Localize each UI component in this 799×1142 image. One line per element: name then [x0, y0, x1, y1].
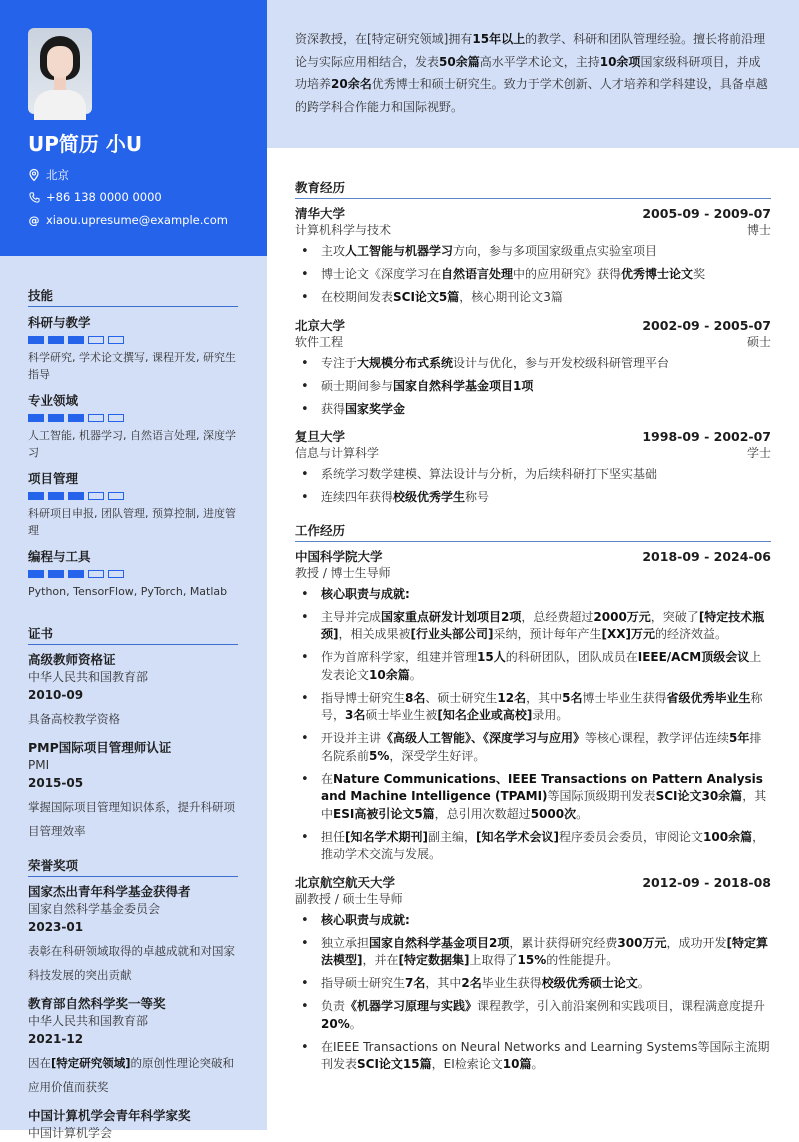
text-segment: 优秀博士和硕士研究生。致力于学术创新、人才培养和学科建设，具备卓越的跨学科合作能力和国际视野。	[295, 77, 768, 114]
emphasis-text: 自然语言处理	[441, 267, 514, 281]
list-item	[295, 829, 771, 864]
emphasis-text: 核心职责与成就:	[321, 586, 410, 601]
emphasis-text: [XX]万元	[601, 627, 655, 641]
sidebar	[0, 0, 267, 1140]
education-section	[295, 178, 771, 507]
emphasis-text: [特定研究领域]	[51, 1056, 131, 1070]
text-segment: 系统学习数学建模、算法设计与分析，为后续科研打下坚实基础	[321, 467, 658, 481]
text-segment: 资深教授，在[特定研究领域]拥有	[295, 32, 473, 46]
list-item	[295, 489, 771, 507]
level-block-filled	[68, 570, 84, 578]
email-link[interactable]: xiaou.upresume@example.com	[46, 213, 228, 227]
highlights-list	[295, 355, 771, 419]
text-segment: ，总引用次数超过	[434, 806, 531, 821]
degree: 学士	[746, 446, 771, 460]
text-segment: ，推动学术交流与发展。	[321, 829, 765, 861]
emphasis-text: 国家重点研发计划项目2项	[381, 609, 522, 624]
highlights-list	[295, 243, 771, 307]
text-segment: 在	[321, 771, 334, 786]
work-section	[295, 521, 771, 1074]
text-segment: 的原创性理论突破和应用价值而获奖	[28, 1056, 235, 1094]
emphasis-text: 2名	[461, 976, 482, 990]
text-segment: 在	[321, 1039, 334, 1054]
honors-title: 荣誉奖项	[28, 856, 238, 877]
skill-item	[28, 391, 238, 461]
emphasis-text: 《机器学习原理与实践》	[345, 999, 478, 1013]
text-segment: 课程教学，引入前沿案例和实践项目，课程满意度提升	[477, 999, 766, 1013]
level-block-empty	[108, 414, 124, 422]
text-segment: 因在	[28, 1056, 51, 1070]
emphasis-text: 8名	[405, 690, 426, 705]
major: 软件工程	[295, 334, 344, 349]
profile-summary	[267, 0, 799, 148]
school-name: 复旦大学	[295, 429, 346, 444]
emphasis-text: 15%	[517, 953, 547, 967]
list-item	[295, 466, 771, 484]
achievements-list	[295, 586, 771, 864]
level-block-filled	[48, 492, 64, 500]
text-segment: ，成功开发	[666, 935, 727, 950]
skill-name: 编程与工具	[28, 549, 91, 564]
level-block-filled	[68, 414, 84, 422]
text-segment: 等核心课程，教学评估连续	[585, 731, 730, 745]
emphasis-text: 5000次	[530, 806, 577, 821]
skill-keywords: 人工智能, 机器学习, 自然语言处理, 深度学习	[28, 429, 236, 459]
main-content	[295, 178, 771, 1084]
text-segment: 称号	[465, 490, 490, 504]
text-segment: 的经济效益。	[655, 627, 728, 641]
organization-name: 中国科学院大学	[295, 548, 383, 564]
item-description: 掌握国际项目管理知识体系，提升科研项目管理效率	[28, 800, 235, 838]
level-block-empty	[108, 492, 124, 500]
item-title: 中国计算机学会青年科学家奖	[28, 1108, 191, 1123]
skills-section	[28, 286, 238, 608]
list-item	[295, 649, 771, 684]
text-segment: 等国际主流期刊发表	[321, 1039, 770, 1071]
text-segment: 、硕士研究生	[425, 690, 498, 705]
text-segment: 上发表论文	[321, 650, 762, 682]
level-block-empty	[88, 336, 104, 344]
emphasis-text: 50余篇	[439, 54, 480, 69]
text-segment: 毕业生获得	[481, 976, 542, 990]
job-role: 教授 / 博士生导师	[295, 565, 391, 580]
honor-item	[28, 883, 238, 987]
skill-item	[28, 469, 238, 539]
emphasis-text: 3名	[345, 708, 366, 722]
item-description: 具备高校教学资格	[28, 712, 120, 726]
date-range: 2012-09 - 2018-08	[642, 874, 771, 890]
text-segment: 表彰在科研领域取得的卓越成就和对国家科技发展的突出贡献	[28, 944, 235, 982]
emphasis-text: 《高级人工智能》、《深度学习与应用》	[381, 731, 586, 745]
text-segment: 主导并完成	[321, 609, 382, 624]
text-segment: ，其中	[526, 690, 563, 705]
text-segment: 高水平学术论文，主持	[479, 54, 600, 69]
item-issuer: 国家自然科学基金委员会	[28, 902, 161, 916]
text-segment: 称号，	[321, 690, 763, 722]
level-block-empty	[88, 492, 104, 500]
list-item	[295, 935, 771, 970]
text-segment: 连续四年获得	[321, 490, 394, 504]
text-segment: 。	[531, 1057, 544, 1071]
text-segment: ，相关成果被	[338, 627, 411, 641]
skill-keywords: 科研项目申报, 团队管理, 预算控制, 进度管理	[28, 507, 236, 537]
phone-text: +86 138 0000 0000	[46, 190, 162, 204]
emphasis-text: ESI高被引论文5篇	[333, 806, 435, 821]
job-role: 副教授 / 硕士生导师	[295, 891, 403, 906]
text-segment: 开设并主讲	[321, 731, 382, 745]
text-segment: 负责	[321, 999, 346, 1013]
profile-header	[0, 0, 267, 256]
skill-level-meter	[28, 492, 238, 500]
text-segment: 等国际顶级期刊发表	[547, 789, 656, 803]
list-item	[295, 690, 771, 725]
emphasis-text: 20%	[321, 1016, 350, 1031]
text-segment: ，并在	[362, 953, 399, 967]
emphasis-text: 人工智能与机器学习	[345, 244, 454, 258]
level-block-filled	[48, 414, 64, 422]
text-segment: 的性能提升。	[546, 953, 619, 967]
level-block-filled	[28, 492, 44, 500]
skill-name: 项目管理	[28, 471, 79, 486]
avatar	[28, 28, 92, 114]
text-segment: 。	[409, 667, 422, 682]
at-sign-icon: @	[28, 213, 40, 227]
text-segment: 指导博士研究生	[321, 690, 406, 705]
text-segment: 指导硕士研究生	[321, 976, 406, 990]
school-name: 清华大学	[295, 206, 346, 221]
achievements-list	[295, 912, 771, 1074]
emphasis-text: 校级优秀硕士论文	[541, 976, 638, 990]
level-block-filled	[28, 336, 44, 344]
text-segment: ，其中	[425, 976, 462, 990]
work-entry	[295, 548, 771, 864]
text-segment: ，突破了	[650, 609, 699, 624]
work-entry	[295, 874, 771, 1074]
text-segment: 硕士期间参与	[321, 378, 394, 393]
emphasis-text: 大规模分布式系统	[357, 355, 454, 370]
emphasis-text: 5年	[729, 731, 750, 745]
item-date: 2021-12	[28, 1032, 84, 1046]
emphasis-text: [知名学术期刊]	[345, 829, 428, 844]
date-range: 2002-09 - 2005-07	[642, 317, 771, 333]
list-item	[295, 1039, 771, 1074]
location-text: 北京	[46, 168, 69, 182]
emphasis-text: Nature Communications、IEEE Transactions on Pattern Analysis and Machine Intelligence (TPAMI)	[321, 771, 763, 803]
skill-item	[28, 547, 238, 600]
list-item	[295, 289, 771, 307]
item-date: 2023-01	[28, 920, 84, 934]
item-title: 国家杰出青年科学基金获得者	[28, 884, 191, 899]
skills-title: 技能	[28, 286, 238, 307]
list-item	[295, 609, 771, 644]
list-item	[295, 998, 771, 1033]
list-item	[295, 912, 771, 930]
text-segment: 硕士毕业生被	[365, 708, 438, 722]
text-segment: ，其中	[321, 789, 767, 821]
text-segment: 作为首席科学家，组建并管理	[321, 650, 478, 664]
item-description	[28, 1051, 238, 1099]
school-name: 北京大学	[295, 317, 346, 333]
emphasis-text: [特定数据集]	[398, 953, 470, 967]
text-segment: ，累计获得研究经费	[509, 935, 618, 950]
emphasis-text: SCI论文30余篇	[655, 789, 743, 803]
list-item	[295, 243, 771, 261]
level-block-empty	[88, 414, 104, 422]
item-description	[28, 939, 238, 987]
level-block-filled	[28, 570, 44, 578]
list-item	[295, 975, 771, 993]
text-segment: 奖	[693, 267, 706, 281]
text-segment: 国家级科研项目，并成功培养	[295, 54, 761, 91]
education-title: 教育经历	[295, 178, 771, 199]
item-issuer: 中国计算机学会	[28, 1126, 113, 1140]
education-entry	[295, 205, 771, 307]
text-segment: 的教学、科研和团队管理经验。擅长将前沿理论与实际应用相结合，发表	[295, 32, 766, 69]
item-date: 2010-09	[28, 688, 84, 702]
item-date: 2015-05	[28, 776, 84, 790]
emphasis-text: 100余篇	[703, 829, 753, 844]
map-pin-icon	[28, 169, 40, 181]
text-segment: 程序委员会委员，审阅论文	[559, 829, 704, 844]
skill-level-meter	[28, 414, 238, 422]
date-range: 2018-09 - 2024-06	[642, 548, 771, 564]
text-segment: 博士论文《深度学习在	[321, 267, 442, 281]
item-issuer: 中华人民共和国教育部	[28, 670, 149, 684]
contact-phone	[28, 190, 162, 204]
emphasis-text: 20余名	[331, 77, 372, 91]
emphasis-text: 5名	[562, 690, 583, 705]
list-item	[295, 771, 771, 824]
skill-name: 科研与教学	[28, 315, 91, 330]
emphasis-text: [特定技术瓶颈]	[321, 609, 765, 641]
text-segment: 上取得了	[469, 953, 518, 967]
date-range: 1998-09 - 2002-07	[642, 429, 771, 444]
item-issuer: 中华人民共和国教育部	[28, 1014, 149, 1028]
major: 信息与计算科学	[295, 446, 380, 460]
text-segment: 博士毕业生获得	[582, 690, 667, 705]
text-segment: 主攻	[321, 244, 346, 258]
item-title: 高级教师资格证	[28, 652, 116, 667]
text-segment: 排名院系前	[321, 731, 762, 763]
contact-email	[28, 213, 228, 227]
list-item	[295, 586, 771, 604]
education-entry	[295, 317, 771, 419]
highlights-list	[295, 466, 771, 507]
skill-level-meter	[28, 570, 238, 578]
list-item	[295, 730, 771, 765]
degree: 硕士	[746, 334, 771, 349]
emphasis-text: 核心职责与成就:	[321, 912, 410, 927]
level-block-filled	[68, 336, 84, 344]
level-block-filled	[68, 492, 84, 500]
skill-level-meter	[28, 336, 238, 344]
certificates-title: 证书	[28, 624, 238, 645]
organization-name: 北京航空航天大学	[295, 874, 396, 890]
emphasis-text: [特定算法模型]	[321, 935, 768, 967]
text-segment: ，总经费超过	[521, 609, 594, 624]
item-title: 教育部自然科学奖一等奖	[28, 996, 166, 1011]
emphasis-text: 7名	[405, 976, 426, 990]
text-segment: 在校期间发表	[321, 290, 394, 304]
major: 计算机科学与技术	[295, 223, 392, 237]
list-item	[295, 401, 771, 419]
text-segment: IEEE Transactions on Neural Networks and Learning Systems	[333, 1039, 698, 1054]
level-block-empty	[108, 336, 124, 344]
skill-item	[28, 313, 238, 383]
date-range: 2005-09 - 2009-07	[642, 206, 771, 221]
emphasis-text: 10篇	[502, 1057, 532, 1071]
text-segment: ，深受学生好评。	[389, 748, 486, 763]
text-segment: 获得	[321, 401, 346, 416]
emphasis-text: [行业头部公司]	[410, 627, 494, 641]
certificates-section	[28, 624, 238, 851]
certificate-item	[28, 651, 238, 731]
emphasis-text: SCI论文15篇	[357, 1057, 432, 1071]
degree: 博士	[746, 223, 771, 237]
text-segment: 。	[576, 806, 589, 821]
emphasis-text: IEEE/ACM顶级会议	[637, 650, 750, 664]
level-block-filled	[28, 414, 44, 422]
emphasis-text: [知名学术会议]	[476, 829, 559, 844]
emphasis-text: 省级优秀毕业生	[666, 690, 751, 705]
text-segment: 。	[349, 1016, 362, 1031]
text-segment: 专注于	[321, 355, 358, 370]
item-title: PMP国际项目管理师认证	[28, 740, 172, 755]
emphasis-text: 国家自然科学基金项目2项	[369, 935, 510, 950]
text-segment: 方向，参与多项国家级重点实验室项目	[453, 244, 658, 258]
level-block-filled	[48, 570, 64, 578]
contact-location	[28, 167, 69, 183]
certificate-item	[28, 739, 238, 843]
text-segment: 独立承担	[321, 935, 370, 950]
skill-keywords: 科学研究, 学术论文撰写, 课程开发, 研究生指导	[28, 351, 236, 381]
candidate-name: UP简历 小U	[28, 132, 143, 156]
level-block-empty	[88, 570, 104, 578]
emphasis-text: 2000万元	[593, 609, 651, 624]
emphasis-text: 5%	[369, 748, 390, 763]
emphasis-text: [知名企业或高校]	[437, 708, 533, 722]
text-segment: ，EI检索论文	[431, 1057, 503, 1071]
skill-keywords: Python, TensorFlow, PyTorch, Matlab	[28, 585, 228, 598]
education-entry	[295, 428, 771, 507]
text-segment: 。	[637, 976, 650, 990]
level-block-filled	[48, 336, 64, 344]
text-segment: 副主编，	[428, 829, 477, 844]
list-item	[295, 266, 771, 284]
emphasis-text: SCI论文5篇	[393, 290, 460, 304]
text-segment: 采纳，预计每年产生	[493, 627, 602, 641]
phone-icon	[28, 192, 40, 203]
emphasis-text: 校级优秀学生	[393, 490, 466, 504]
item-issuer: PMI	[28, 758, 50, 772]
text-segment: 中的应用研究》获得	[513, 267, 622, 281]
emphasis-text: 15年以上	[472, 32, 526, 46]
honors-section	[28, 856, 238, 1142]
text-segment: ，核心期刊论文3篇	[459, 290, 563, 304]
emphasis-text: 15人	[477, 650, 506, 664]
emphasis-text: 国家奖学金	[345, 401, 406, 416]
emphasis-text: 10余篇	[369, 667, 410, 682]
text-segment: 设计与优化，参与开发校级科研管理平台	[453, 355, 670, 370]
level-block-empty	[108, 570, 124, 578]
list-item	[295, 355, 771, 373]
emphasis-text: 优秀博士论文	[621, 267, 694, 281]
text-segment: 的科研团队，团队成员在	[505, 650, 638, 664]
emphasis-text: 10余项	[599, 54, 641, 69]
text-segment: 担任	[321, 829, 346, 844]
emphasis-text: 12名	[497, 690, 527, 705]
work-title: 工作经历	[295, 521, 771, 542]
emphasis-text: 300万元	[617, 935, 667, 950]
honor-item	[28, 995, 238, 1099]
list-item	[295, 378, 771, 396]
skill-name: 专业领域	[28, 393, 79, 408]
honor-item	[28, 1107, 238, 1142]
emphasis-text: 国家自然科学基金项目1项	[393, 378, 534, 393]
text-segment: 录用。	[532, 708, 569, 722]
